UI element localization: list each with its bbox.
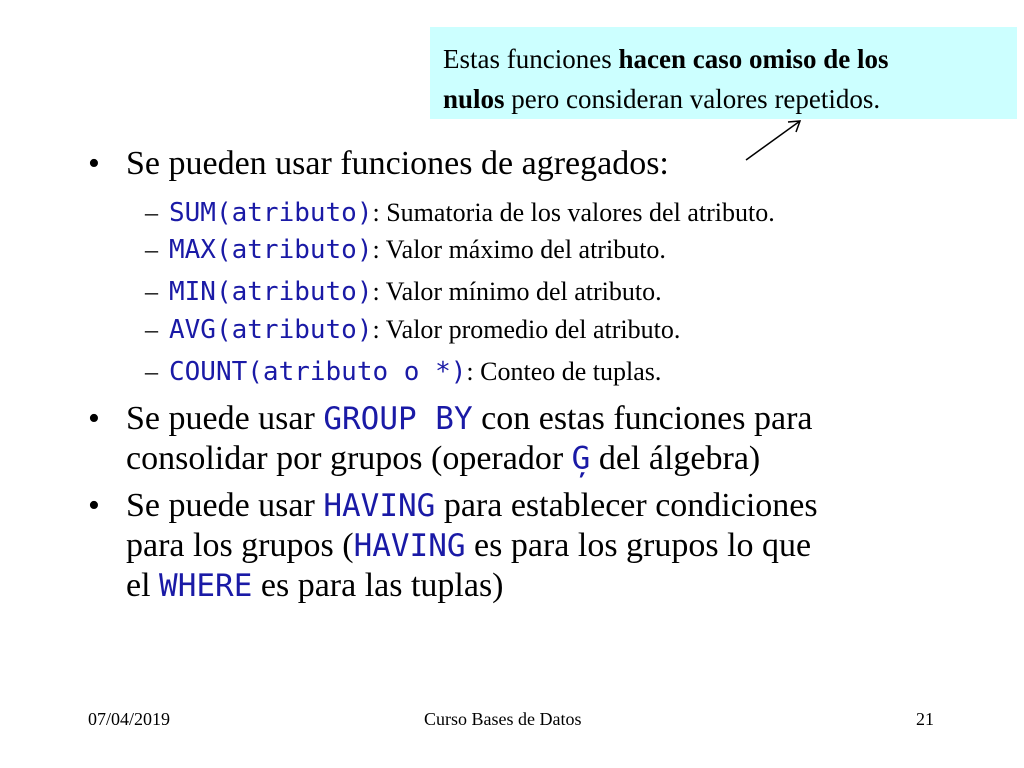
sub-item-desc: : Valor promedio del atributo. (372, 315, 681, 344)
bullet-text-part: es para los grupos lo que (465, 527, 812, 564)
code-text: WHERE (159, 568, 253, 604)
bullet-text-part: para los grupos ( (126, 527, 354, 564)
bullet-text-part: consolidar por grupos (operador (126, 440, 572, 477)
footer-course: Curso Bases de Datos (424, 709, 582, 729)
code-text: AVG(atributo) (169, 315, 373, 345)
bullet-text (126, 566, 504, 606)
slide-number: 21 (916, 709, 934, 729)
bullet-marker: • (88, 487, 100, 524)
bullet-text-part: del álgebra) (590, 440, 761, 477)
bullet-text (126, 399, 813, 439)
dash-marker: – (145, 315, 158, 344)
dash-marker: – (145, 198, 158, 227)
bullet-text-part: Se puede usar (126, 487, 324, 524)
dash-marker: – (145, 277, 158, 306)
sub-item-desc: : Sumatoria de los valores del atributo. (372, 198, 775, 227)
sub-item-count (145, 352, 661, 392)
callout-bold-text: nulos (443, 84, 505, 114)
code-text: GROUP BY (323, 401, 473, 437)
callout-text: Estas funciones (443, 44, 619, 74)
dash-marker: – (145, 235, 158, 264)
bullet-text-part: Se puede usar (126, 400, 324, 437)
callout-bold-text: hacen caso omiso de los (618, 44, 889, 74)
bullet-text-part: para establecer condiciones (435, 487, 818, 524)
code-text: SUM(atributo) (169, 198, 373, 228)
sub-item-min (145, 272, 662, 312)
sub-item-max (145, 230, 666, 270)
bullet-text (126, 486, 818, 526)
sub-item-desc: : Valor mínimo del atributo. (372, 277, 662, 306)
code-text: COUNT(atributo o *) (169, 357, 467, 387)
dash-marker: – (145, 357, 158, 386)
bullet-marker: • (88, 400, 100, 437)
bullet-marker: • (88, 145, 100, 182)
bullet-text-part: el (126, 567, 160, 604)
code-text: MIN(atributo) (169, 277, 373, 307)
sub-item-sum (145, 193, 775, 233)
sub-item-desc: : Conteo de tuplas. (466, 357, 662, 386)
callout-text: pero consideran valores repetidos. (504, 84, 881, 114)
bullet-text-part: con estas funciones para (472, 400, 813, 437)
footer-date: 07/04/2019 (88, 709, 171, 729)
sub-item-desc: : Valor máximo del atributo. (372, 235, 666, 264)
bullet-text-part: es para las tuplas) (252, 567, 504, 604)
code-text: MAX(atributo) (169, 235, 373, 265)
bullet-text (126, 439, 760, 479)
code-text: HAVING (353, 528, 466, 564)
bullet-text (126, 526, 811, 566)
grouping-operator-symbol: Ģ (571, 441, 591, 477)
bullet-text: Se pueden usar funciones de agregados: (126, 145, 669, 182)
code-text: HAVING (323, 488, 436, 524)
sub-item-avg (145, 310, 680, 350)
